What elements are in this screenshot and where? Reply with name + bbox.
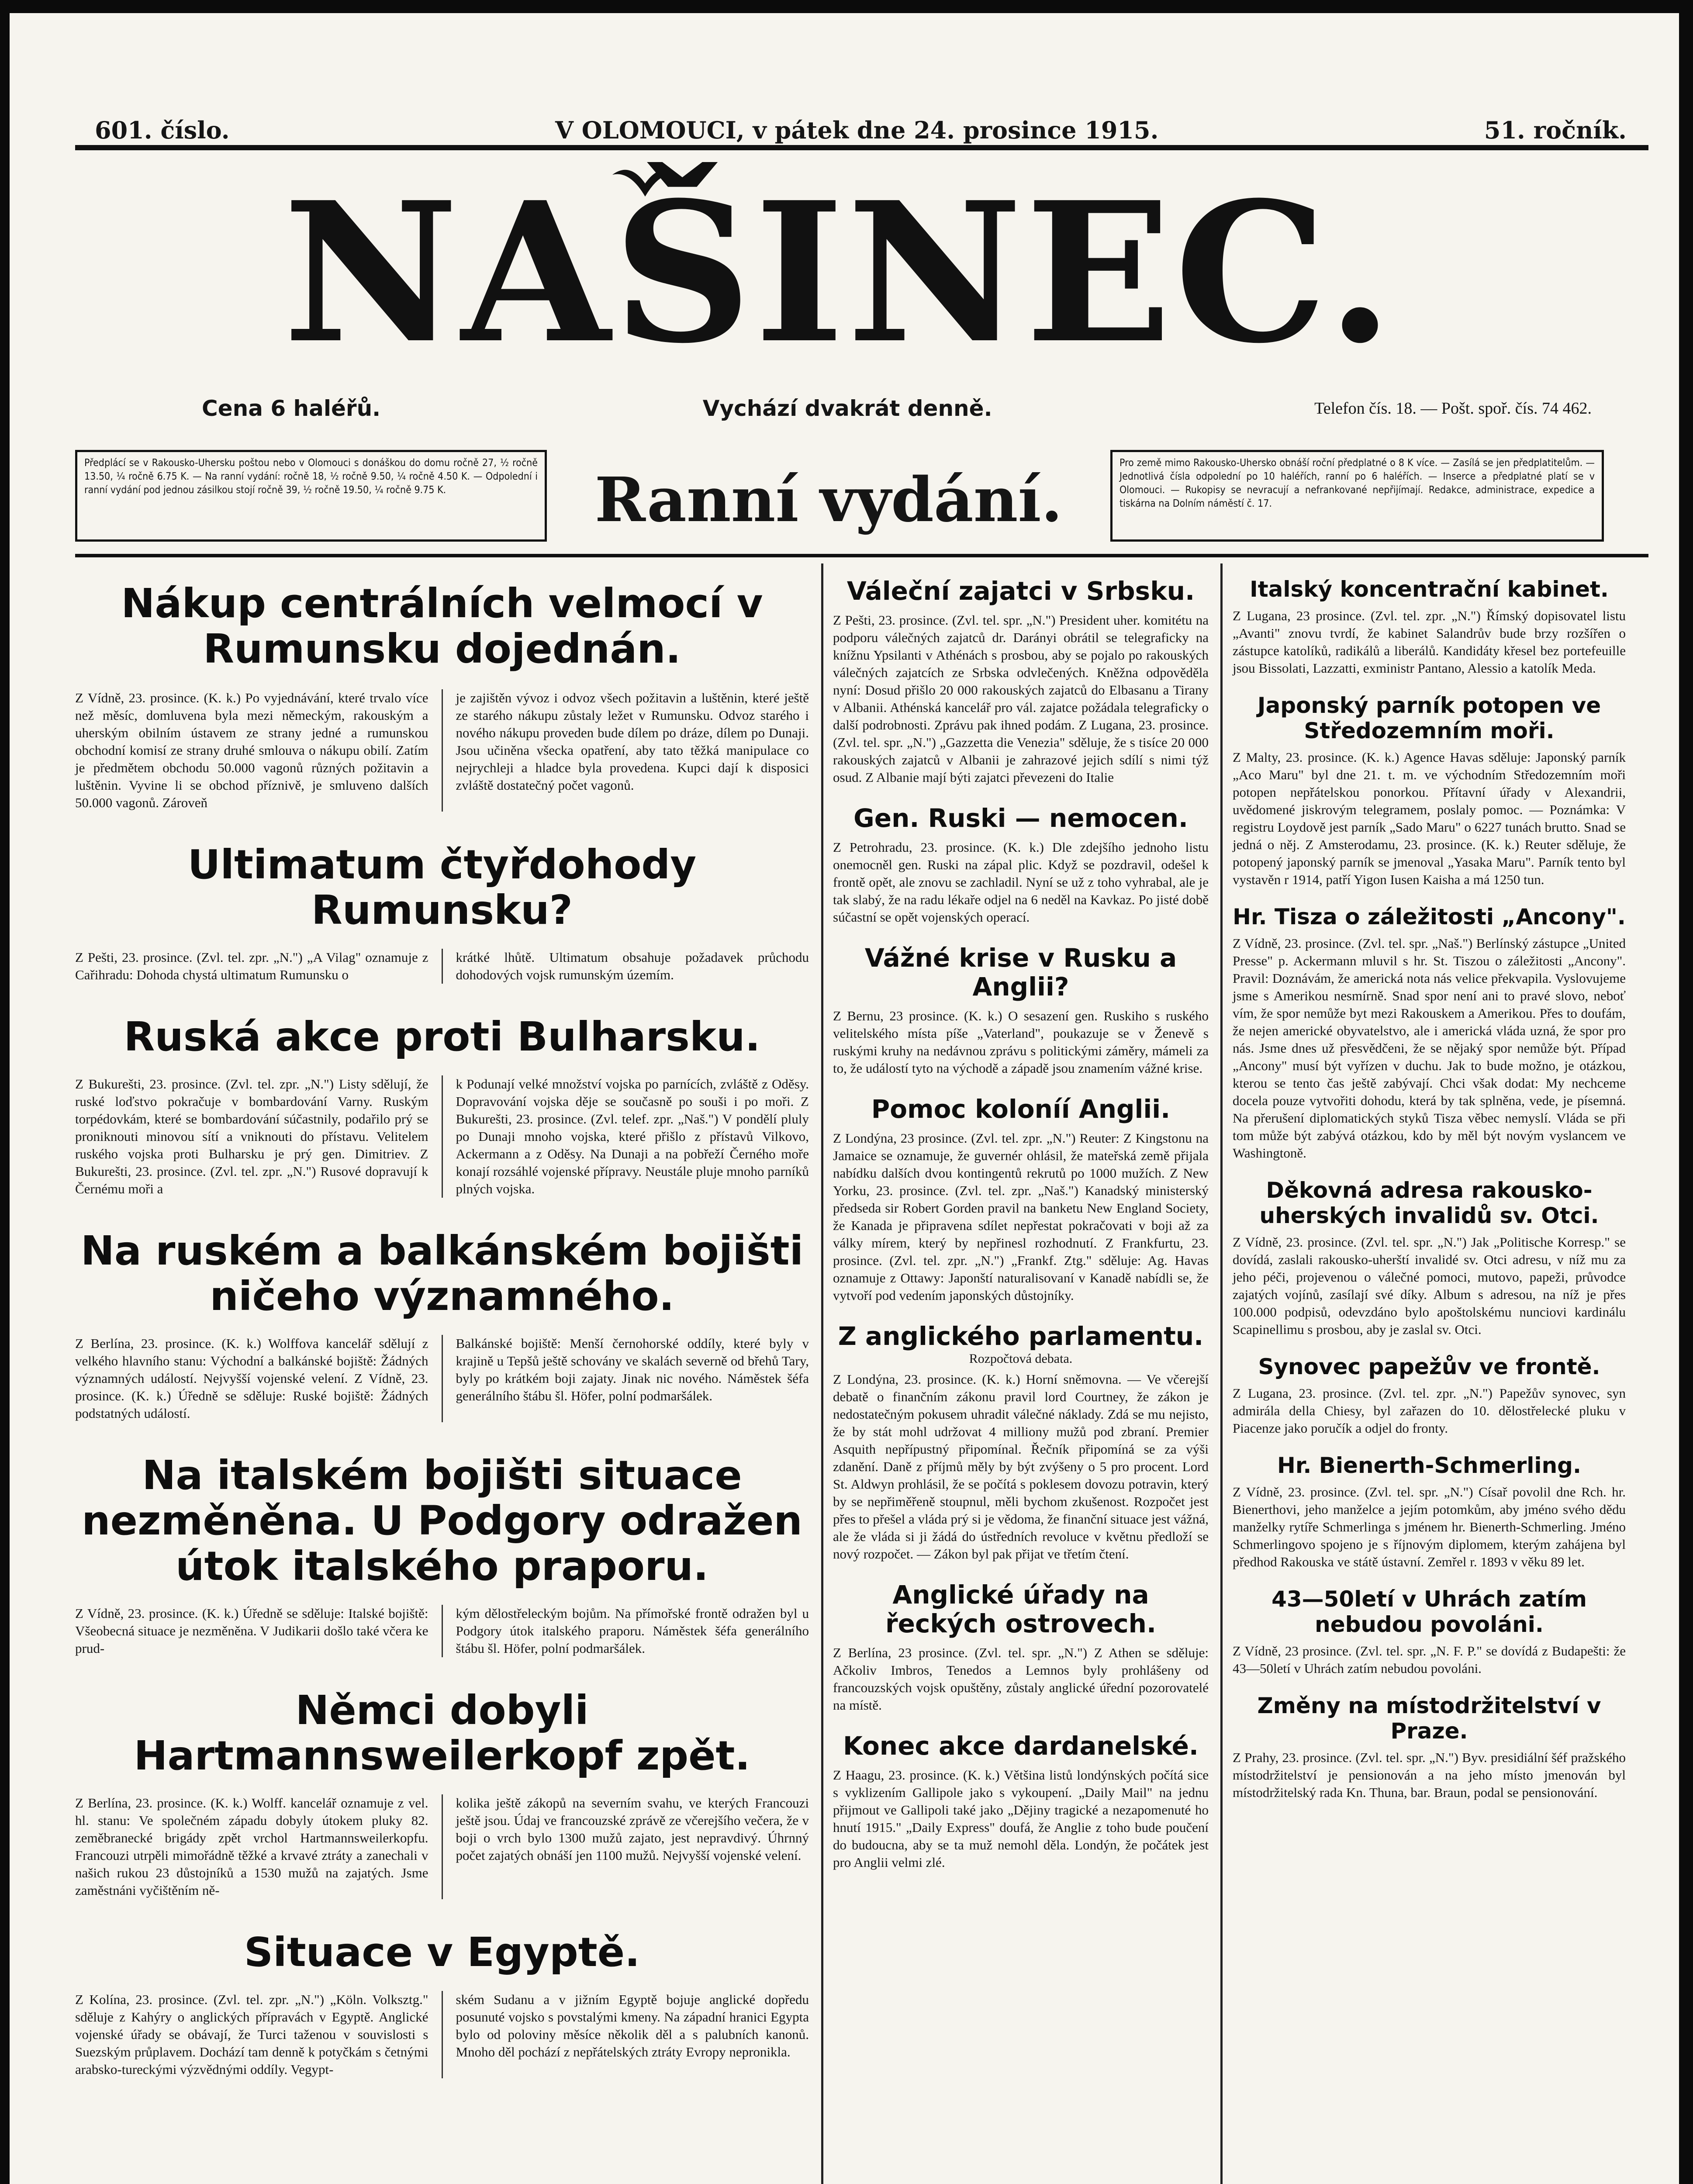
article-headline: Situace v Egyptě. <box>244 1929 640 1976</box>
article-headline: Ruská akce proti Bulharsku. <box>124 1013 760 1060</box>
article-text: Z Bukurešti, 23. prosince. (Zvl. tel. zpr. „N.") Listy sdělují, že ruské loďstvo pokračuje v bombardování Varny. Ruským torpédovkám, které se bombardování súčastnily, podařilo prý se proniknouti minovou sítí a vniknouti do přístavu. Velitelem ruského vojska proti Bulharsku je prý gen. Dimitriev. Z Bukurešti, 23. prosince. (Zvl. tel. zpr. „N.") Rusové dopravují k Černému moři a <box>75 1076 428 1196</box>
article-headline: Japonský parník potopen ve Středozemním moři. <box>1257 693 1601 743</box>
newspaper-page <box>10 13 1679 2184</box>
article-headline: Hr. Tisza o záležitosti „Ancony". <box>1233 904 1626 930</box>
article-text: Z Vídně, 23. prosince. (Zvl. tel. spr. „Naš.") Berlínský zástupce „United Presse" p. Ackermann mluvil s hr. St. Tiszou o záležitosti „Ancony". Pravil: Doznávám, že americká nota nás velice překvapila. Vyslovujeme jsme s Amerikou nesmírně. Snad spor není ani to pravé slovo, neboť vím, že spor nemůže byt mezi Rakouskem a Amerikou. Přes to doufám, že nejen americké obyvatelstvo, ale i americká vláda uzná, že spor pro nás. Jsme dnes už přesvědčeni, že se nějaký spor nemůže být. Případ „Ancony" musí být vyřízen v duchu. Jak to bude možno, je otázkou, kterou se tento čas ještě zabývají. Chci však dodat: My nechceme docela pouze vytvořiti dohodu, která by tak splněna, vede, je písemná. Na přerušení diplomatických styků Tisza věbec nemyslí. Vláda se při tom může být zabývá otázkou, kdo by měl být novým vyslancem ve Washingtoně. <box>1233 936 1626 1161</box>
article-text: ském Sudanu a v jižním Egyptě bojuje anglické dopředu posunuté vojsko s povstalými kmeny. Na západní hranici Egypta bylo od poloviny měsíce několik děl a s palubních kanonů. Mnoho děl pochází z nepřátelských ztráty Evropy nepronikla. <box>456 1992 809 2060</box>
article-text: Z Vídně, 23 prosince. (Zvl. tel. spr. „N. F. P." se dovídá z Budapešti: že 43—50letí v Uhrách zatím nebudou povoláni. <box>1233 1643 1626 1676</box>
article-text: kolika ještě zákopů na severním svahu, ve kterých Francouzi ještě jsou. Údaj ve francouzské zprávě ze včerejšího večera, že v boji o vrch bylo 1300 mužů zajato, jest nepravdivý. Úhrnný počet zajatých obnáší jen 1100 mužů. Nejvyšší vojenské velení. <box>456 1795 809 1863</box>
article-headline: Gen. Ruski — nemocen. <box>853 803 1188 833</box>
top-rule <box>75 145 1648 150</box>
header-rule <box>75 554 1648 557</box>
article-headline: Děkovná adresa rakousko-uherských invalidů sv. Otci. <box>1259 1178 1599 1228</box>
text-divider <box>442 1991 443 2078</box>
article-headline: Anglické úřady na řeckých ostrovech. <box>885 1580 1156 1638</box>
article-text: Z Lugana, 23. prosince. (Zvl. tel. zpr. „N.") Papežův synovec, syn admirála della Chiesy, byl zařazen do 10. dělostřelecké pluku v Piacenze jako poručík a odjel do fronty. <box>1233 1386 1626 1436</box>
frequency-label: Vychází dvakrát denně. <box>702 396 992 421</box>
article-headline: Na ruském a balkánském bojišti ničeho významného. <box>80 1227 804 1320</box>
text-divider <box>442 1605 443 1657</box>
place-date: V OLOMOUCI, v pátek dne 24. prosince 1915. <box>555 116 1159 144</box>
article-body <box>75 949 809 984</box>
article-text: Z Londýna, 23 prosince. (Zvl. tel. zpr. „N.") Reuter: Z Kingstonu na Jamaice se oznamuje, že guvernér ohlásil, že mateřská země přijala nabídku dalších dvou kontingentů rekrutů po 1000 mužích. Z New Yorku, 23. prosince. (Zvl. tel. zpr. „Naš.") Kanadský ministerský předseda sir Robert Gorden pravil na banketu New England Society, že Kanada je připravena sdílet nepřestat pokračovati v boji až za války mírem, který by nepřinesl rozhodnutí. Z Frankfurtu, 23. prosince. (Zvl. tel. zpr. „N.") „Frankf. Ztg." sděluje: Ag. Havas oznamuje z Ottawy: Japonští naturalisovaní v Kanadě nabídli se, že vytvoří pod vedením japonských důstojníky. <box>833 1130 1209 1303</box>
article-body <box>75 1605 809 1657</box>
article-body <box>75 1335 809 1422</box>
article-text: Z Haagu, 23. prosince. (K. k.) Většina listů londýnských počítá sice s vyklizením Gallipole jako s vykoupení. „Daily Mail" na jednu přijmout ve Gallipoli také jako „Dějiny tragické a nezapomenuté ho hnutí 1915." „Daily Express" doufá, že Anglie z toho bude poučení do budoucna, aby se ta muž nemohl děla. Londýn, že počátek jest pro Anglii velmi zlé. <box>833 1767 1209 1870</box>
volume-number: 51. ročník. <box>1484 116 1627 144</box>
article-body <box>75 1075 809 1198</box>
subscription-box-right: Pro země mimo Rakousko-Uhersko obnáší roční předplatné o 8 K více. — Zasílá se jen předplatitelům. — Jednotlivá čísla odpolední po 10 haléřích, ranní po 6 haléřích. — Inserce a předplatné platí se v Olomouci. — Rukopisy se nevracují a nefrankované nepřijímají. Redakce, administrace, expedice a tiskárna na Dolním náměstí č. 17. <box>1110 450 1604 542</box>
article-text: kým dělostřeleckým bojům. Na přímořské frontě odražen byl u Podgory útok italského praporu. Náměstek šéfa generálního štábu šl. Höfer, polní podmaršálek. <box>456 1606 809 1656</box>
subscription-box-left: Předplácí se v Rakousko-Uhersku poštou nebo v Olomouci s donáškou do domu ročně 27, ½ ročně 13.50, ¼ ročně 6.75 K. — Na ranní vydání: ročně 18, ½ ročně 9.50, ¼ ročně 4.50 K. — Odpolední i ranní vydání pod jednou zásilkou stojí ročně 39, ½ ročně 19.50, ¼ ročně 9.75 K. <box>75 450 547 542</box>
article-text: Z Berlína, 23 prosince. (Zvl. tel. spr. „N.") Z Athen se sděluje: Ačkoliv Imbros, Tenedos a Lemnos byly prohlášeny od francouzských vojsk opuštěny, zůstaly anglické úřední pozorovatelé na místě. <box>833 1645 1209 1713</box>
article-text: Z Vídně, 23. prosince. (K. k.) Po vyjednávání, které trvalo více než měsíc, domluvena byla mezi německým, rakouským a uherským obilním ústavem ze strany jedné a rumunskou obchodní komisí ze strany druhé smlouva o nákupu obilí. Zatím je předmětem obchodu 50.000 vagonů různých požitavin a luštěnin. Vyvine li se obchod příznivě, je smluveno dalších 50.000 vagonů. Zároveň <box>75 690 428 810</box>
edition-label: Ranní vydání. <box>594 464 1063 536</box>
article-headline: Synovec papežův ve frontě. <box>1258 1354 1600 1379</box>
article-headline: Ultimatum čtyřdohody Rumunsku? <box>187 841 697 933</box>
article-text: Z Malty, 23. prosince. (K. k.) Agence Havas sděluje: Japonský parník „Aco Maru" byl dne 21. t. m. ve východním Středozemním moři potopen nepřátelskou ponorkou. Přítavní úřady v Alexandrii, uvědomené jiskrovým telegramem, poslaly pomoc. — Poznámka: V registru Loydově jest parník „Sado Maru" o 6227 tunách brutto. Snad se jedná o něj. Z Amsterodamu, 23. prosince. (K. k.) Reuter sděluje, že potopený japonský parník se jmenoval „Yasaka Maru". Parník tento byl vystavěn r 1914, patří Yigon Iusen Kaisha a má 1250 tun. <box>1233 750 1626 887</box>
right-column <box>1233 577 1626 1801</box>
issue-number: 601. číslo. <box>95 116 230 144</box>
article-text: Z Vídně, 23. prosince. (Zvl. tel. spr. „N.") Jak „Politische Korresp." se dovídá, zaslali rakousko-uherští invalidé sv. Otci adresu, v níž mu za jeho péči, projevenou o válečné pomoci, mutovo, papeži, průvodce zajatých vojínů, zasílají své díky. Album s adresou, na níž je přes 100.000 podpisů, odevzdáno bylo apoštolskému nunciovi kardinálu Scapinellimu s prosbou, aby je zaslal sv. Otci. <box>1233 1234 1626 1337</box>
article-headline: 43—50letí v Uhrách zatím nebudou povoláni. <box>1271 1586 1587 1637</box>
article-headline: Váleční zajatci v Srbsku. <box>846 576 1195 606</box>
article-text: Balkánské bojiště: Menší černohorské oddíly, které byly v krajině u Tepšů ještě schovány ve skalách severně od břehů Tary, byly po krátkém boji zajaty. Jinak nic nového. Náměstek šéfa generálního štábu šl. Höfer, polní podmaršálek. <box>456 1336 809 1403</box>
column-divider <box>1220 563 1223 2184</box>
subtitle-bar <box>202 393 1592 424</box>
article-headline: Na italském bojišti situace nezměněna. U Podgory odražen útok italského praporu. <box>82 1452 802 1590</box>
article-headline: Nákup centrálních velmocí v Rumunsku dojednán. <box>121 580 763 672</box>
masthead-title: NAŠINEC. <box>283 160 1396 386</box>
article-body <box>75 1794 809 1899</box>
issue-bar <box>95 105 1627 144</box>
article-text: krátké lhůtě. Ultimatum obsahuje požadavek průchodu dohodových vojsk rumunským územím. <box>456 950 809 982</box>
article-headline: Konec akce dardanelské. <box>843 1731 1199 1761</box>
main-column <box>75 577 809 2078</box>
price-label: Cena 6 haléřů. <box>202 396 381 421</box>
article-subheading: Rozpočtová debata. <box>969 1351 1073 1366</box>
article-headline: Vážné krise v Rusku a Anglii? <box>864 943 1177 1002</box>
article-headline: Italský koncentrační kabinet. <box>1250 577 1609 602</box>
article-text: Z Vídně, 23. prosince. (K. k.) Úředně se sděluje: Italské bojiště: Všeobecná situace je nezměněna. V Judikarii došlo také včera ke prud- <box>75 1606 428 1656</box>
article-body <box>75 1991 809 2078</box>
article-body <box>75 689 809 812</box>
article-text: Z Berlína, 23. prosince. (K. k.) Wolff. kancelář oznamuje z vel. hl. stanu: Ve společném západu dobyly útokem pluky 82. zeměbranecké brigády zpět vrchol Hartmannsweilerkopfu. Francouzi utrpěli mimořádně těžké a krvavé ztráty a zanechali v našich rukou 23 důstojníků a 1530 mužů na zajatých. Jsme zaměstnáni vyčištěním ně- <box>75 1795 428 1898</box>
text-divider <box>442 1335 443 1422</box>
column-divider <box>821 563 823 2184</box>
article-headline: Hr. Bienerth-Schmerling. <box>1277 1453 1581 1478</box>
text-divider <box>442 1075 443 1198</box>
article-headline: Změny na místodržitelství v Praze. <box>1257 1693 1601 1744</box>
article-text: Z Bernu, 23 prosince. (K. k.) O sesazení gen. Ruskiho s ruského velitelského místa píše „Vaterland", poukazuje se v Ženevě s ruskými kruhy na nedávnou zprávu s politickými záměry, mámeli za to, že událostí tyto na východě a západě jsou znamením vážné krise. <box>833 1008 1209 1076</box>
article-headline: Pomoc koloníí Anglii. <box>871 1094 1171 1124</box>
article-text: Z Pešti, 23. prosince. (Zvl. tel. spr. „N.") President uher. komitétu na podporu válečných zajatců dr. Darányi obrátil se telegraficky na knížnu Ypsilanti v Athénách s prosbou, aby se pojalo po rakouských válečných zajatcích ze Srbska odvlečených. Kněžna odpověděla nyní: Dosud přišlo 20 000 rakouských zajatců do Elbasanu a Tirany v Albanii. Athénská kancelář pro vál. zajatce požádala telegraficky o další podrobnosti. Zprávu pak ihned podám. Z Lugana, 23. prosince. (Zvl. tel. spr. „N.") „Gazzetta die Venezia" sděluje, že s tisíce 20 000 rakouských zajatců v Albanii je zahrazové jejich sdílí s nimi týž osud. Z Albanie mají býti zajatci převezeni do Italie <box>833 612 1209 785</box>
middle-column <box>833 577 1209 1871</box>
article-text: Z Prahy, 23. prosince. (Zvl. tel. spr. „N.") Byv. presidiální šéf pražského místodržitelství je pensionován a na jeho místo jmenován byl místodržitelský rada Kn. Thuna, bar. Braun, podal se pensionování. <box>1233 1750 1626 1800</box>
telephone-label: Telefon čís. 18. — Pošt. spoř. čís. 74 462. <box>1314 399 1592 418</box>
article-headline: Z anglického parlamentu. <box>838 1321 1204 1351</box>
text-divider <box>442 1794 443 1899</box>
text-divider <box>442 689 443 812</box>
article-text: Z Lugana, 23 prosince. (Zvl. tel. zpr. „N.") Římský dopisovatel listu „Avanti" znovu tvrdí, že kabinet Salandrův bude brzy rozšířen o zástupce katolíků, radikálů a liberálů. Kandidáty křesel bez portefeuille jsou Bissolati, Lazzatti, exministr Pantano, Alessio a katolík Meda. <box>1233 608 1626 676</box>
article-text: Z Pešti, 23. prosince. (Zvl. tel. zpr. „N.") „A Vilag" oznamuje z Cařihradu: Dohoda chystá ultimatum Rumunsku o <box>75 950 428 982</box>
article-text: Z Petrohradu, 23. prosince. (K. k.) Dle zdejšího jednoho listu onemocněl gen. Ruski na zápal plic. Když se pozdravil, odešel k frontě opět, ale znovu se zachladil. Nyní se už z toho vyhrabal, ale je tak slabý, že na radu lékaře odjel na 6 neděl na Kavkaz. Po jisté době súčastní se opět vojenských operací. <box>833 840 1209 925</box>
article-headline: Němci dobyli Hartmannsweilerkopf zpět. <box>134 1687 750 1779</box>
article-text: Z Vídně, 23. prosince. (Zvl. tel. spr. „N.") Císař povolil dne Rch. hr. Bienerthovi, jeho manželce a jejím potomkům, aby jméno svého dědu manželky rytíře Schmerlinga s jménem hr. Bienerth-Schmerling. Jméno Schmerlingovo spojeno je s říjnovým diplomem, kterým zahájena byl předhod Rakouska ve státě ústavní. Zemřel r. 1893 v věku 89 let. <box>1233 1484 1626 1569</box>
text-divider <box>442 949 443 984</box>
article-text: je zajištěn vývoz i odvoz všech požitavin a luštěnin, které ještě ze starého nákupu zůstaly ležet v Rumunsku. Odvoz starého i nového nákupu proveden bude dílem po dráze, dílem po Dunaji. Jsou učiněna všecka opatření, aby tato těžká manipulace co nejrychleji a hladce byla provedena. Kupci dají k disposici zvláště dostatečný počet vagonů. <box>456 690 809 793</box>
article-text: k Podunají velké množství vojska po parnících, zvláště z Oděsy. Dopravování vojska děje se současně po souši i po moři. Z Bukurešti, 23. prosince. (Zvl. telef. zpr. „Naš.") V pondělí pluly po Dunaji mnoho vojska, které přišlo z přístavů Vilkovo, Ackermann a z Oděsy. Na Dunaji a na pobřeží Černého moře konají rozsáhlé vojenské přípravy. Neustále pluje mnoho parníků plných vojska. <box>456 1076 809 1196</box>
article-text: Z Berlína, 23. prosince. (K. k.) Wolffova kancelář sdělují z velkého hlavního stanu: Východní a balkánské bojiště: Žádných významných událostí. Nejvyšší vojenské velení. Z Vídně, 23. prosince. (K. k.) Úředně se sděluje: Ruské bojiště: Žádných podstatných událostí. <box>75 1336 428 1421</box>
article-text: Z Kolína, 23. prosince. (Zvl. tel. zpr. „N.") „Köln. Volksztg." sděluje z Kahýry o anglických přípravách v Egyptě. Anglické vojenské úřady se obávají, že Turci taženou v souvislosti s Suezským průplavem. Dochází tam denně k potyčkám s četnými arabsko-tureckými výzvědnými oddíly. Vegypt- <box>75 1992 428 2077</box>
article-text: Z Londýna, 23. prosince. (K. k.) Horní sněmovna. — Ve včerejší debatě o finančním zákonu pravil lord Courtney, že zákon je nedostatečným pokusem uhradit válečné náklady. Zdá se mu nejisto, že by stát mohl udržovat 4 milliony mužů pod zbraní. Premier Asquith nepřípustný připomínal. Řečník připomíná se za výši zdanění. Daně z příjmů měly by být zvýšeny o 5 pro procent. Lord St. Aldwyn prohlásil, že se počítá s poklesem dovozu potravin, který by se nepřiměřeně stoupnul, měli bychom zkušenost. Rozpočet jest přes to přešel a vláda prý si je vědoma, že finanční situace jest vážná, ale že vláda si ji žádá do ústředních revoluce v květnu předloží se nový rozpočet. — Zákon byl pak přijat ve třetím čtení. <box>833 1372 1209 1562</box>
